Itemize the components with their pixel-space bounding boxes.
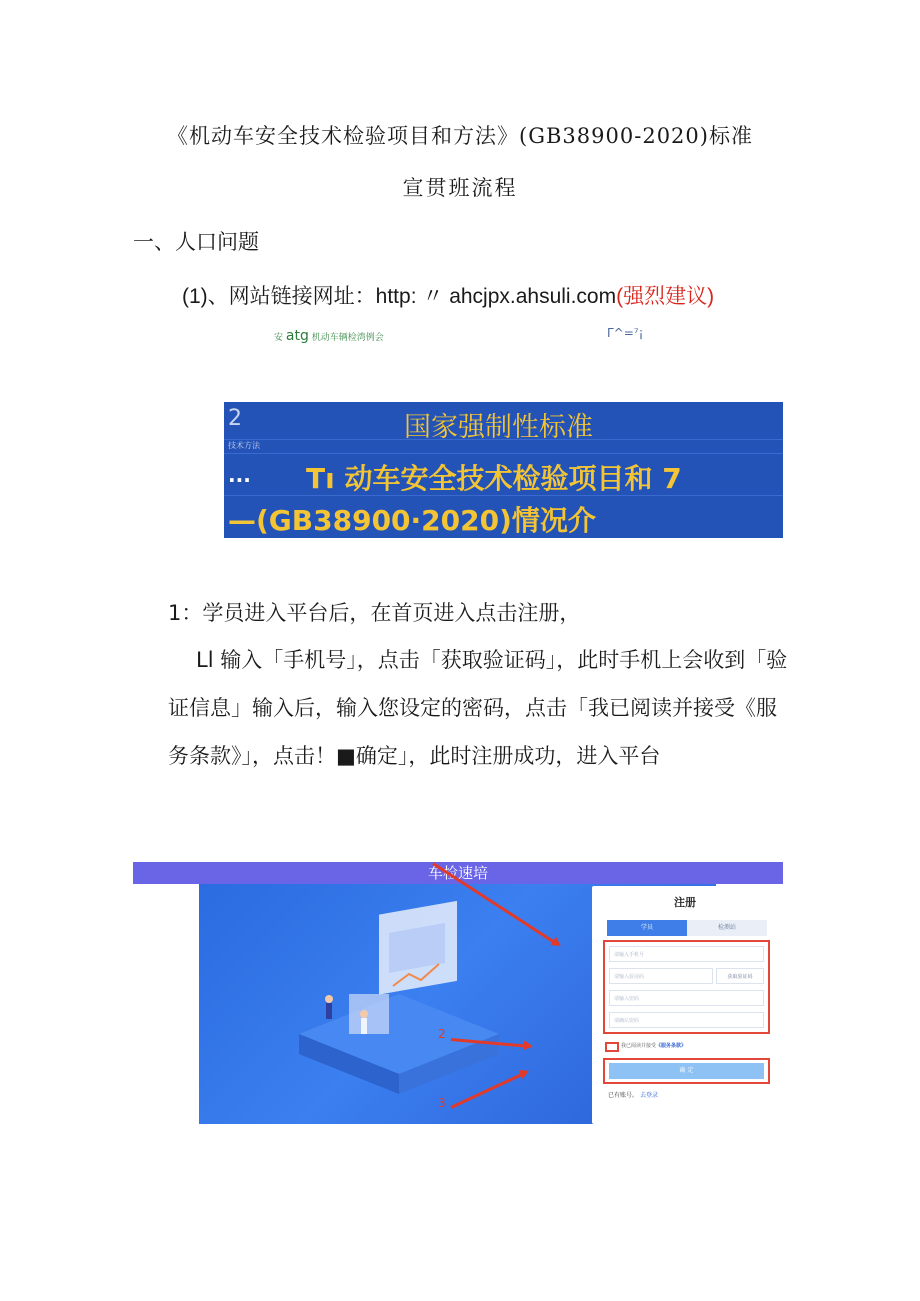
login-prompt: 已有账号。 去登录	[608, 1092, 658, 1099]
step1-body: Ll 输入「手机号」，点击「获取验证码」，此时手机上会收到「验证信息」输入后，输入您设定的密码，点击「我已阅读并接受《服务条款》」，点击！■确定」，此时注册成功，进入平台	[168, 648, 788, 768]
registration-screenshot	[133, 862, 783, 1124]
hero-background	[199, 884, 753, 1124]
recommend-note: (强烈建议)	[616, 285, 715, 308]
login-link[interactable]: 去登录	[639, 1092, 658, 1099]
banner-line4: —(GB38900·2020)情况介	[228, 504, 596, 537]
phone-input[interactable]: 请输入手机号	[609, 946, 764, 962]
tab-student[interactable]: 学员	[607, 920, 687, 936]
app-title-bar: 车检速培	[133, 862, 783, 884]
agree-checkbox[interactable]	[605, 1042, 619, 1052]
isometric-illustration	[269, 914, 569, 1114]
website-link-line	[182, 280, 714, 310]
password-confirm-input[interactable]: 请确认密码	[609, 1012, 764, 1028]
password-input[interactable]: 请输入密码	[609, 990, 764, 1006]
banner-tech-label: 技术方法	[228, 441, 260, 450]
small-corner-text: Γ^=⁷¡	[607, 326, 644, 340]
confirm-button[interactable]: 确 定	[609, 1063, 764, 1079]
document-title-line1: 《机动车安全技术检验项目和方法》(GB38900-2020)标准	[167, 124, 753, 148]
marker-2-label: 2	[438, 1027, 446, 1041]
step1-heading: 1：学员进入平台后，在首页进入点击注册，	[168, 601, 581, 625]
document-title-line2: 宣贯班流程	[402, 176, 518, 200]
website-link[interactable]: (1)、网站链接网址：http: 〃 ahcjpx.ahsuli.com	[182, 285, 617, 308]
small-logo-caption: 安 atg 机动车辆检湾例会	[274, 328, 384, 344]
get-code-button[interactable]: 获取验证码	[716, 968, 764, 984]
standard-banner-image	[224, 402, 783, 538]
agree-text: 我已阅读并接受《服务条款》	[621, 1043, 687, 1049]
code-input[interactable]: 请输入验证码	[609, 968, 713, 984]
role-tabs	[607, 920, 767, 936]
marker-3-label: 3	[438, 1096, 446, 1110]
banner-ellipsis: ...	[228, 463, 251, 487]
banner-line3: Tı 动车安全技术检验项目和 7	[306, 462, 682, 495]
banner-line1: 国家强制性标准	[404, 412, 593, 443]
register-title: 注册	[674, 896, 696, 909]
terms-link[interactable]: 《服务条款》	[656, 1043, 687, 1049]
section-heading: 一、人口问题	[133, 230, 259, 254]
banner-number: 2	[228, 406, 242, 431]
register-card	[592, 886, 778, 1124]
tab-station[interactable]: 检测站	[687, 920, 767, 936]
